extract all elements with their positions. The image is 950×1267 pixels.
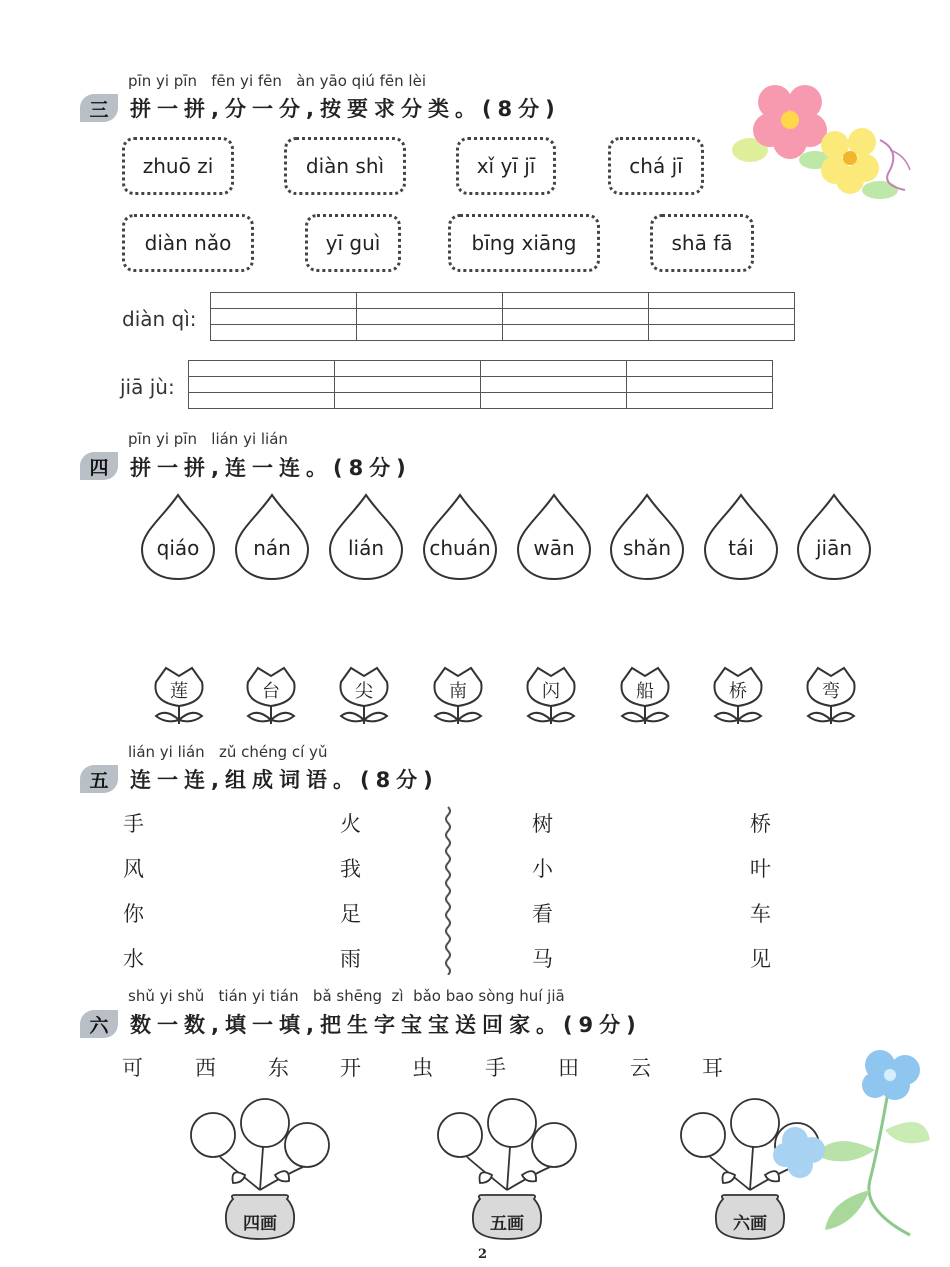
word-char[interactable]: 雨	[340, 947, 361, 971]
decorative-blue-flower-icon	[770, 1040, 940, 1240]
section5-pinyin: lián yi lián zǔ chéng cí yǔ	[128, 743, 328, 761]
word-char[interactable]: 见	[750, 947, 771, 971]
flower-char: 船	[636, 681, 654, 702]
section5-badge: 五	[80, 765, 118, 793]
section3-pinyin: pīn yi pīn fēn yi fēn àn yāo qiú fēn lèi	[128, 72, 426, 90]
writing-grid-appliances[interactable]	[210, 292, 795, 341]
word-char[interactable]: 水	[123, 947, 144, 971]
word-char[interactable]: 我	[340, 857, 361, 881]
word-card[interactable]	[456, 137, 556, 195]
section3-badge: 三	[80, 94, 118, 122]
word-char[interactable]: 马	[532, 947, 553, 971]
drop-pinyin: shǎn	[622, 536, 672, 560]
word-card-text: diàn shì	[305, 154, 385, 178]
word-card[interactable]	[122, 214, 254, 272]
stroke-char[interactable]: 开	[340, 1056, 361, 1080]
divider-rope	[440, 805, 456, 975]
word-card[interactable]	[650, 214, 754, 272]
section4-title: 拼一拼,连一连。(8分)	[130, 456, 412, 480]
pinyin-drop[interactable]	[514, 492, 594, 582]
stroke-char[interactable]: 田	[558, 1056, 579, 1080]
pinyin-drop[interactable]	[232, 492, 312, 582]
flower-char: 桥	[729, 681, 747, 702]
section3-title: 拼一拼,分一分,按要求分类。(8分)	[130, 97, 561, 121]
section6-badge: 六	[80, 1010, 118, 1038]
section5-title: 连一连,组成词语。(8分)	[130, 768, 439, 792]
word-char[interactable]: 火	[340, 812, 361, 836]
vase-label: 五画	[490, 1214, 524, 1234]
vase-label: 四画	[243, 1214, 277, 1234]
stroke-char[interactable]: 可	[122, 1056, 143, 1080]
word-char[interactable]: 车	[750, 902, 771, 926]
section6-title: 数一数,填一填,把生字宝宝送回家。(9分)	[130, 1013, 642, 1037]
category-label-appliances: diàn qì:	[122, 307, 197, 331]
stroke-char[interactable]: 西	[195, 1056, 216, 1080]
char-flower[interactable]	[707, 662, 769, 726]
flower-char: 台	[262, 681, 280, 702]
word-char[interactable]: 你	[123, 902, 144, 926]
pinyin-drop[interactable]	[701, 492, 781, 582]
word-char[interactable]: 叶	[750, 857, 771, 881]
drop-pinyin: qiáo	[156, 536, 200, 560]
word-card-text: yī guì	[325, 231, 381, 255]
flower-char: 尖	[355, 681, 373, 702]
word-card-text: shā fā	[671, 231, 733, 255]
word-card-text: chá jī	[629, 154, 683, 178]
char-flower[interactable]	[148, 662, 210, 726]
flower-vase[interactable]	[432, 1095, 582, 1240]
char-flower[interactable]	[240, 662, 302, 726]
flower-char: 南	[449, 681, 467, 702]
pinyin-drop[interactable]	[420, 492, 500, 582]
word-card[interactable]	[284, 137, 406, 195]
section4-badge: 四	[80, 452, 118, 480]
word-char[interactable]: 风	[123, 857, 144, 881]
pinyin-drop[interactable]	[326, 492, 406, 582]
char-flower[interactable]	[427, 662, 489, 726]
char-flower[interactable]	[800, 662, 862, 726]
drop-pinyin: chuán	[429, 536, 491, 560]
char-flower[interactable]	[614, 662, 676, 726]
vase-label: 六画	[733, 1214, 767, 1234]
drop-pinyin: jiān	[815, 536, 853, 560]
word-card[interactable]	[122, 137, 234, 195]
word-card[interactable]	[608, 137, 704, 195]
flower-char: 弯	[822, 681, 840, 702]
stroke-char[interactable]: 耳	[702, 1056, 723, 1080]
section6-pinyin: shǔ yi shǔ tián yi tián bǎ shēng zì bǎo bao sòng huí jiā	[128, 987, 565, 1005]
stroke-char[interactable]: 云	[630, 1056, 651, 1080]
pinyin-drop[interactable]	[794, 492, 874, 582]
stroke-char[interactable]: 东	[268, 1056, 289, 1080]
word-card-text: xǐ yī jī	[476, 154, 536, 178]
drop-pinyin: nán	[253, 536, 291, 560]
word-card-text: diàn nǎo	[144, 231, 232, 255]
drop-pinyin: tái	[728, 536, 754, 560]
drop-pinyin: lián	[347, 536, 385, 560]
word-char[interactable]: 手	[123, 812, 144, 836]
word-char[interactable]: 桥	[750, 812, 771, 836]
flower-vase[interactable]	[185, 1095, 335, 1240]
decorative-flowers-icon	[720, 80, 920, 210]
section4-pinyin: pīn yi pīn lián yi lián	[128, 430, 288, 448]
stroke-char[interactable]: 手	[485, 1056, 506, 1080]
word-char[interactable]: 足	[340, 902, 361, 926]
word-char[interactable]: 看	[532, 902, 553, 926]
char-flower[interactable]	[520, 662, 582, 726]
writing-grid-furniture[interactable]	[188, 360, 773, 409]
stroke-char[interactable]: 虫	[412, 1056, 433, 1080]
flower-char: 闪	[542, 681, 560, 702]
word-char[interactable]: 树	[532, 812, 553, 836]
drop-pinyin: wān	[533, 536, 575, 560]
char-flower[interactable]	[333, 662, 395, 726]
word-card[interactable]	[448, 214, 600, 272]
category-label-furniture: jiā jù:	[120, 375, 175, 399]
word-char[interactable]: 小	[532, 857, 553, 881]
flower-char: 莲	[170, 681, 188, 702]
word-card-text: zhuō zi	[142, 154, 214, 178]
word-card[interactable]	[305, 214, 401, 272]
pinyin-drop[interactable]	[138, 492, 218, 582]
page-number: 2	[478, 1247, 488, 1262]
pinyin-drop[interactable]	[607, 492, 687, 582]
word-card-text: bīng xiāng	[471, 231, 577, 255]
